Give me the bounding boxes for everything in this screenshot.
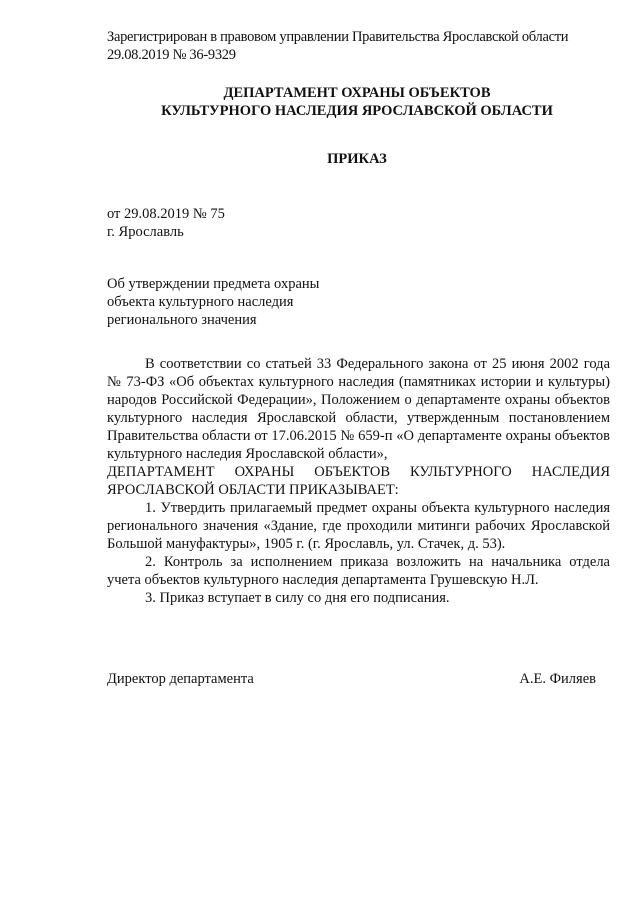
order-date-number: от 29.08.2019 № 75 <box>107 206 225 222</box>
department-line-2: КУЛЬТУРНОГО НАСЛЕДИЯ ЯРОСЛАВСКОЙ ОБЛАСТИ <box>161 103 553 119</box>
order-date-block <box>107 205 225 241</box>
subject-line-1: Об утверждении предмета охраны <box>107 276 320 292</box>
registration-line-1: Зарегистрирован в правовом управлении Правительства Ярославской области <box>107 29 569 45</box>
signature-name: А.Е. Филяев <box>519 671 596 687</box>
order-city: г. Ярославль <box>107 224 184 240</box>
registration-note <box>107 28 617 64</box>
subject-line-2: объекта культурного наследия <box>107 294 294 310</box>
orders-paragraph: ДЕПАРТАМЕНТ ОХРАНЫ ОБЪЕКТОВ КУЛЬТУРНОГО НАСЛЕДИЯ ЯРОСЛАВСКОЙ ОБЛАСТИ ПРИКАЗЫВАЕТ: <box>107 464 610 498</box>
department-header <box>107 84 607 120</box>
subject-line-3: регионального значения <box>107 312 257 328</box>
registration-line-2: 29.08.2019 № 36-9329 <box>107 47 236 63</box>
order-subject <box>107 275 407 329</box>
order-item-3: 3. Приказ вступает в силу со дня его подписания. <box>145 590 450 606</box>
order-body <box>107 355 610 607</box>
preamble-paragraph: В соответствии со статьей 33 Федерального закона от 25 июня 2002 года № 73-ФЗ «Об объектах культурного наследия (памятниках истории и культуры) народов Российской Федерации», Положением о департаменте охраны объектов культурного наследия Ярославской области, утвержденным постановлением Правительства области от 17.06.2015 № 659-п «О департаменте охраны объектов культурного наследия Ярославской области», <box>107 356 610 462</box>
department-line-1: ДЕПАРТАМЕНТ ОХРАНЫ ОБЪЕКТОВ <box>223 85 491 101</box>
order-item-1: 1. Утвердить прилагаемый предмет охраны объекта культурного наследия регионального значения «Здание, где проходили митинги рабочих Ярославской Большой мануфактуры», 1905 г. (г. Ярославль, ул. Стачек, д. 53). <box>107 500 610 552</box>
signature-title: Директор департамента <box>107 671 254 687</box>
order-item-2: 2. Контроль за исполнением приказа возложить на начальника отдела учета объектов культурного наследия департамента Грушевскую Н.Л. <box>107 554 610 588</box>
document-type-title: ПРИКАЗ <box>327 151 387 167</box>
